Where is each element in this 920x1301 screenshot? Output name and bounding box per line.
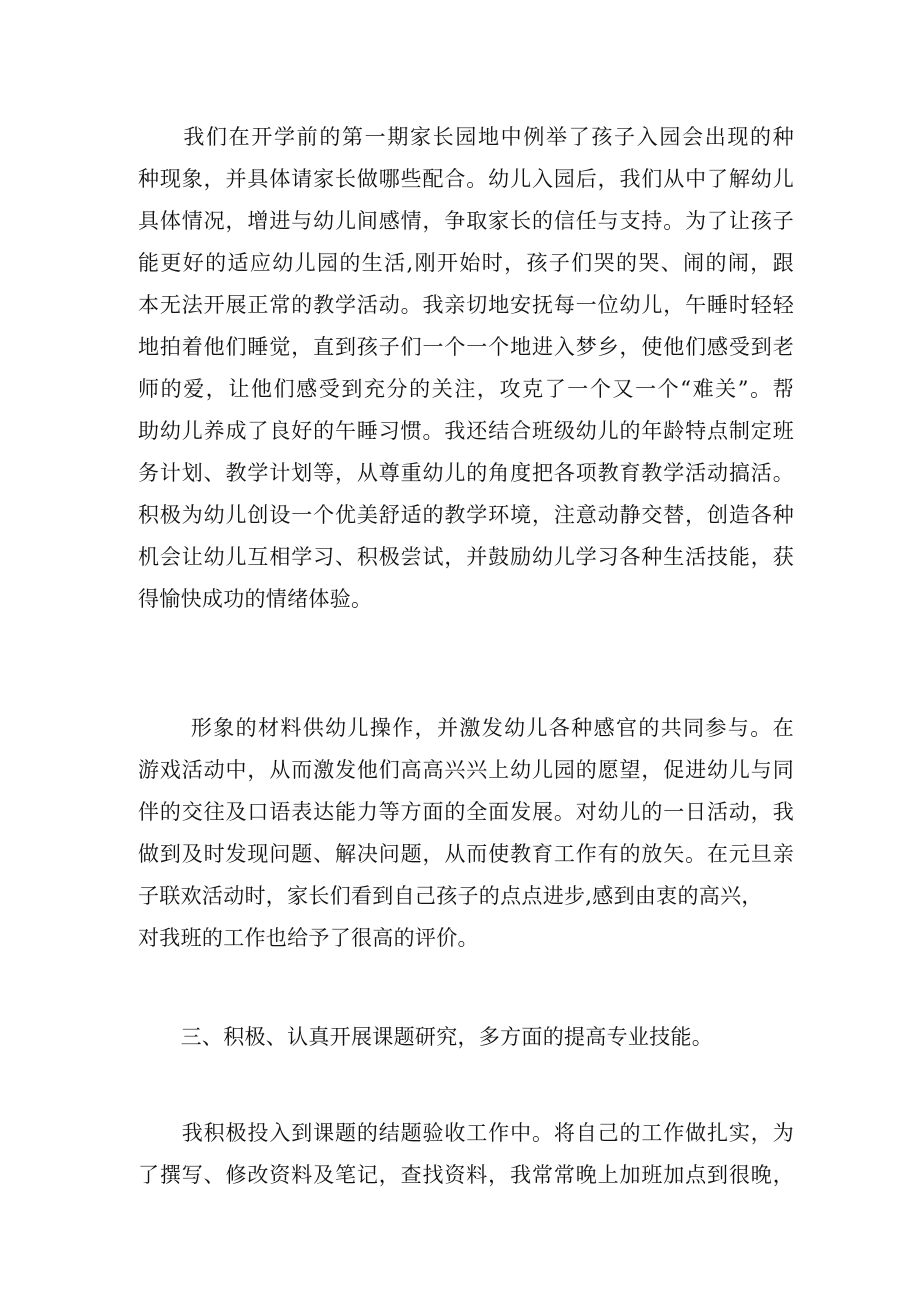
text-line: 能更好的适应幼儿园的生活,刚开始时，孩子们哭的哭、闹的闹，跟 — [138, 251, 794, 275]
text-line: 伴的交往及口语表达能力等方面的全面发展。对幼儿的一日活动，我 — [138, 800, 794, 824]
paragraph-parent-communication — [138, 116, 794, 620]
text-line: 我们在开学前的第一期家长园地中例举了孩子入园会出现的种 — [138, 125, 794, 149]
text-line: 务计划、教学计划等，从尊重幼儿的角度把各项教育教学活动搞活。 — [138, 461, 794, 485]
text-line: 机会让幼儿互相学习、积极尝试，并鼓励幼儿学习各种生活技能，获 — [138, 545, 794, 569]
text-line: 了撰写、修改资料及笔记，查找资料，我常常晚上加班加点到很晚， — [138, 1163, 794, 1187]
section-heading-text: 三、积极、认真开展课题研究，多方面的提高专业技能。 — [138, 1025, 714, 1049]
text-line: 我积极投入到课题的结题验收工作中。将自己的工作做扎实，为 — [138, 1121, 794, 1145]
text-line: 种现象，并具体请家长做哪些配合。幼儿入园后，我们从中了解幼儿 — [138, 167, 794, 191]
section-heading — [138, 1016, 794, 1058]
paragraph-activities — [138, 707, 794, 959]
text-line: 积极为幼儿创设一个优美舒适的教学环境，注意动静交替，创造各种 — [138, 503, 794, 527]
text-line: 本无法开展正常的教学活动。我亲切地安抚每一位幼儿，午睡时轻轻 — [138, 293, 794, 317]
text-line: 子联欢活动时，家长们看到自己孩子的点点进步,感到由衷的高兴， — [138, 884, 763, 908]
text-line: 游戏活动中，从而激发他们高高兴兴上幼儿园的愿望，促进幼儿与同 — [138, 758, 794, 782]
text-line: 地拍着他们睡觉，直到孩子们一个一个地进入梦乡，使他们感受到老 — [138, 335, 794, 359]
text-line: 助幼儿养成了良好的午睡习惯。我还结合班级幼儿的年龄特点制定班 — [138, 419, 794, 443]
text-line: 得愉快成功的情绪体验。 — [138, 587, 373, 611]
text-line: 对我班的工作也给予了很高的评价。 — [138, 926, 479, 950]
paragraph-research — [138, 1112, 794, 1196]
text-line: 形象的材料供幼儿操作，并激发幼儿各种感官的共同参与。在 — [138, 716, 794, 740]
text-line: 做到及时发现问题、解决问题，从而使教育工作有的放矢。在元旦亲 — [138, 842, 794, 866]
text-line: 具体情况，增进与幼儿间感情，争取家长的信任与支持。为了让孩子 — [138, 209, 794, 233]
text-line: 师的爱，让他们感受到充分的关注，攻克了一个又一个“难关”。帮 — [138, 377, 794, 401]
